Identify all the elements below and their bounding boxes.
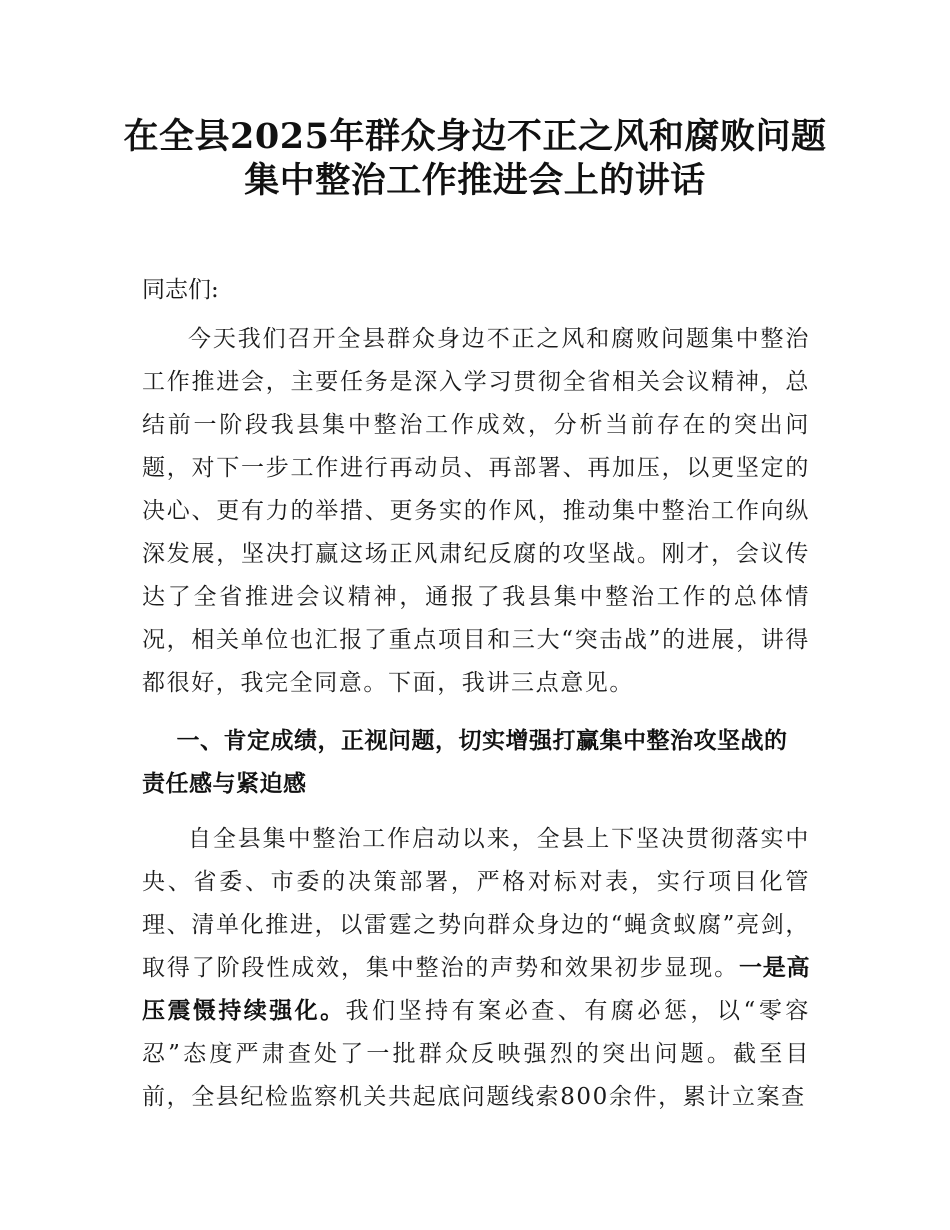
section-heading-1: 一、肯定成绩，正视问题，切实增强打赢集中整治攻坚战的责任感与紧迫感 [142, 728, 788, 797]
bold-lead-phrase: 一是高压震慑持续强化。 [142, 955, 810, 1024]
paragraph-text-rest: 我们坚持有案必查、有腐必惩，以“零容忍”态度严肃查处了一批群众反映强烈的突出问题。截至目前，全县纪检监察机关共起底问题线索800余件，累计立案查 [142, 998, 810, 1110]
document-title-line-2: 集中整治工作推进会上的讲话 [244, 160, 706, 201]
section-1-paragraph [142, 818, 810, 1119]
document-title-line-1: 在全县2025年群众身边不正之风和腐败问题 [123, 116, 827, 157]
paragraph-text-start: 自全县集中整治工作启动以来，全县上下坚决贯彻落实中央、省委、市委的决策部署，严格对标对表，实行项目化管理、清单化推进，以雷霆之势向群众身边的“蝇贪蚁腐”亮剑，取得了阶段性成效，集中整治的声势和效果初步显现。 [142, 826, 810, 981]
salutation: 同志们: [142, 277, 219, 303]
opening-paragraph: 今天我们召开全县群众身边不正之风和腐败问题集中整治工作推进会，主要任务是深入学习贯彻全省相关会议精神，总结前一阶段我县集中整治工作成效，分析当前存在的突出问题，对下一步工作进行再动员、再部署、再加压，以更坚定的决心、更有力的举措、更务实的作风，推动集中整治工作向纵深发展，坚决打赢这场正风肃纪反腐的攻坚战。刚才，会议传达了全省推进会议精神，通报了我县集中整治工作的总体情况，相关单位也汇报了重点项目和三大“突击战”的进展，讲得都很好，我完全同意。下面，我讲三点意见。 [142, 326, 810, 696]
